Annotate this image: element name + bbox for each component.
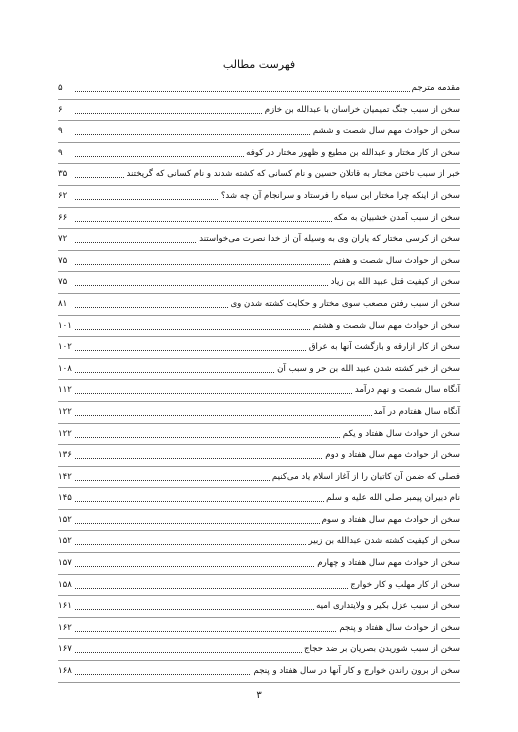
- toc-entry-title: سخن از حوادث سال شصت و هفتم: [333, 255, 460, 266]
- row-divider: [58, 487, 460, 488]
- toc-entry-title: سخن از سبب آمدن خشبیان به مکه: [333, 212, 460, 223]
- row-divider: [58, 638, 460, 639]
- toc-entry-title: سخن از کار مهلب و کار خوارج: [350, 579, 460, 590]
- toc-entry: [58, 620, 460, 642]
- toc-entry: [58, 426, 460, 448]
- row-divider: [58, 423, 460, 424]
- toc-entry: [58, 145, 460, 167]
- row-divider: [58, 207, 460, 208]
- toc-entry-page: ۹: [58, 125, 74, 137]
- toc-entry-title: سخن از برون راندن خوارج و کار آنها در سال هفتاد و پنجم: [253, 666, 460, 677]
- toc-entry-title: نام دبیران پیمبر صلی الله علیه و سلم: [326, 493, 460, 504]
- toc-entry: [58, 123, 460, 145]
- row-divider: [58, 142, 460, 143]
- row-divider: [58, 120, 460, 121]
- toc-entry-page: ۱۶۲: [58, 622, 74, 634]
- row-divider: [58, 315, 460, 316]
- toc-entry: [58, 490, 460, 512]
- toc-entry-page: ۸۱: [58, 298, 74, 310]
- row-divider: [58, 617, 460, 618]
- toc-entry-page: ۱۴۵: [58, 492, 74, 504]
- toc-entry-title: خبر از سبب تاختن مختار به قاتلان حسین و نام کسانی که کشته شدند و نام کسانی که گریختند: [126, 169, 460, 180]
- toc-entry-page: ۱۳۶: [58, 449, 74, 461]
- row-divider: [58, 228, 460, 229]
- row-divider: [58, 336, 460, 337]
- toc-entry-title: آنگاه سال هفتادم در آمد: [373, 406, 460, 417]
- toc-entry-page: ۱۵۸: [58, 579, 74, 591]
- toc-entry-title: سخن از کرسی مختار که یاران وی به وسیله آن از خدا نصرت می‌خواستند: [199, 234, 460, 245]
- toc-entry-page: ۱۰۲: [58, 341, 74, 353]
- row-divider: [58, 466, 460, 467]
- toc-entry: [58, 382, 460, 404]
- toc-entry: [58, 404, 460, 426]
- row-divider: [58, 293, 460, 294]
- toc-entry-page: ۹: [58, 147, 74, 159]
- toc-entry-page: ۳۵: [58, 168, 74, 180]
- row-divider: [58, 358, 460, 359]
- toc-entry-title: سخن از حوادث سال هفتاد و پنجم: [339, 622, 460, 633]
- row-divider: [58, 250, 460, 251]
- toc-entry: [58, 361, 460, 383]
- row-divider: [58, 682, 460, 683]
- page-number: ۳: [256, 690, 262, 701]
- toc-entry: [58, 598, 460, 620]
- toc-entry: [58, 663, 460, 685]
- toc-entry: [58, 188, 460, 210]
- toc-entry: [58, 274, 460, 296]
- toc-entry: [58, 555, 460, 577]
- toc-entry-page: ۱۲۲: [58, 428, 74, 440]
- toc-entry-page: ۱۵۲: [58, 514, 74, 526]
- toc-entry-title: مقدمه مترجم: [411, 83, 460, 93]
- toc-entry-title: سخن از حوادث مهم سال هفتاد و سوم: [321, 514, 460, 525]
- toc-entry-page: ۶۲: [58, 190, 74, 202]
- toc-entry-title: سخن از کار مختار و عبدالله بن مطیع و ظهور مختار در کوفه: [246, 147, 460, 158]
- row-divider: [58, 185, 460, 186]
- toc-entry-page: ۵: [58, 82, 74, 94]
- row-divider: [58, 574, 460, 575]
- toc-entry-page: ۷۵: [58, 255, 74, 267]
- row-divider: [58, 595, 460, 596]
- toc-entry: [58, 339, 460, 361]
- toc-entry-page: ۱۴۲: [58, 471, 74, 483]
- toc-entry-title: سخن از کیفیت کشته شدن عبدالله بن زبیر: [308, 536, 460, 547]
- toc-entry-title: سخن از حوادث مهم سال هفتاد و چهارم: [317, 558, 460, 569]
- row-divider: [58, 99, 460, 100]
- toc-entry-page: ۷۲: [58, 233, 74, 245]
- toc-entry-page: ۱۰۱: [58, 320, 74, 332]
- toc-entry-page: ۱۶۷: [58, 643, 74, 655]
- toc-entry-page: ۱۵۷: [58, 557, 74, 569]
- toc-entry-page: ۶: [58, 104, 74, 116]
- toc-entry-title: سخن از کار ازارقه و بازگشت آنها به عراق: [308, 342, 460, 353]
- toc-entry-title: سخن از حوادث مهم سال هفتاد و دوم: [325, 450, 460, 461]
- toc-entry-title: سخن از خبر کشته شدن عبید الله بن حر و سبب آن: [277, 363, 460, 374]
- row-divider: [58, 660, 460, 661]
- toc-entry: [58, 296, 460, 318]
- toc-entry-title: سخن از سبب عزل بکیر و ولایتداری امیه: [316, 601, 460, 612]
- toc-entry-page: ۱۰۸: [58, 363, 74, 375]
- toc-entry: [58, 102, 460, 124]
- dot-leader: [58, 91, 460, 92]
- toc-entry-title: سخن از اینکه چرا مختار ابن سیاه را فرستاد و سرانجام آن چه شد؟: [220, 190, 460, 201]
- toc-entry-page: ۱۱۲: [58, 384, 74, 396]
- row-divider: [58, 530, 460, 531]
- row-divider: [58, 379, 460, 380]
- toc-entry: [58, 210, 460, 232]
- toc-entry-title: سخن از سبب شوریدن بصریان بر ضد حجاج: [303, 644, 460, 655]
- toc-entry: [58, 577, 460, 599]
- toc-entry: [58, 512, 460, 534]
- page-title: فهرست مطالب: [222, 58, 296, 71]
- row-divider: [58, 552, 460, 553]
- table-of-contents: [58, 80, 460, 685]
- row-divider: [58, 163, 460, 164]
- toc-entry: [58, 80, 460, 102]
- toc-entry: [58, 447, 460, 469]
- toc-entry-title: سخن از کیفیت قتل عبید الله بن زیاد: [330, 277, 460, 288]
- toc-entry-page: ۷۵: [58, 276, 74, 288]
- toc-entry: [58, 469, 460, 491]
- toc-entry-title: سخن از حوادث مهم سال شصت و هشتم: [312, 320, 460, 331]
- toc-entry: [58, 166, 460, 188]
- row-divider: [58, 509, 460, 510]
- row-divider: [58, 271, 460, 272]
- toc-entry-page: ۶۶: [58, 212, 74, 224]
- toc-entry-page: ۱۲۲: [58, 406, 74, 418]
- toc-entry-title: فصلی که ضمن آن کاتبان را از آغاز اسلام یاد می‌کنیم: [271, 471, 460, 482]
- row-divider: [58, 444, 460, 445]
- toc-entry: [58, 318, 460, 340]
- toc-entry-page: ۱۶۸: [58, 665, 74, 677]
- toc-entry-title: سخن از حوادث مهم سال شصت و ششم: [312, 126, 460, 137]
- toc-entry: [58, 641, 460, 663]
- toc-entry: [58, 231, 460, 253]
- toc-entry-title: سخن از سبب جنگ تمیمیان خراسان با عبدالله بن خازم: [264, 104, 460, 115]
- toc-entry-page: ۱۵۲: [58, 535, 74, 547]
- toc-entry: [58, 253, 460, 275]
- toc-entry-page: ۱۶۱: [58, 600, 74, 612]
- toc-entry-title: سخن از سبب رفتن مصعب سوی مختار و حکایت کشته شدن وی: [230, 298, 460, 309]
- toc-entry-title: آنگاه سال شصت و نهم درآمد: [354, 385, 460, 396]
- row-divider: [58, 401, 460, 402]
- toc-entry: [58, 533, 460, 555]
- toc-entry-title: سخن از حوادث سال هفتاد و یکم: [342, 428, 460, 439]
